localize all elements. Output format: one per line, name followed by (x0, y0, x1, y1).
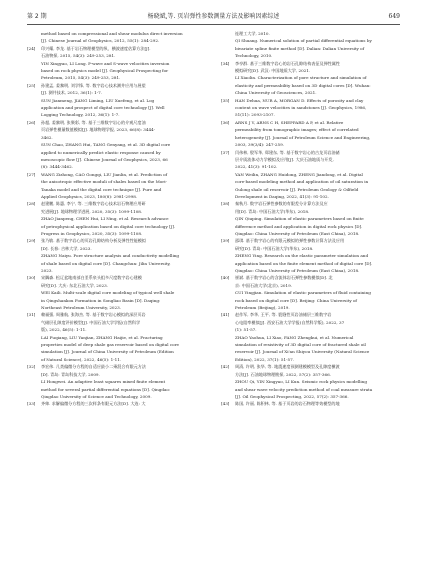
reference-line (221, 230, 401, 237)
reference-line (27, 126, 207, 133)
reference-text: ZHOU Qi, YIN Xingyao, LI Kun. Seismic rock physics modelling (235, 379, 367, 385)
reference-text: (1): 51-57. (235, 327, 257, 333)
reference-text: and shear wave velocity prediction method of coal measure strata (235, 386, 373, 392)
reference-text: 闫伟林, 殷军华, 郑建东, 等. 基于数字岩心的古龙页岩油储 (235, 149, 340, 155)
reference-line (27, 119, 207, 126)
reference-number: [33] (27, 401, 36, 407)
reference-line (221, 311, 401, 318)
reference-line (221, 237, 401, 244)
reference-text: ZHENG Ying. Research on the elastic parameter simulation and (235, 253, 369, 259)
reference-line (221, 97, 401, 104)
reference-line (221, 171, 401, 178)
reference-text: application and prospect of digital core technology [J]. Well (41, 105, 165, 111)
reference-line (221, 252, 401, 259)
reference-text: bivariate spline finite method [D]. Dalian: Dalian University of (235, 45, 365, 51)
reference-line (27, 378, 207, 385)
reference-number: [31] (27, 312, 36, 318)
reference-line (27, 274, 207, 281)
reference-text: 版), 2022, 46(5): 1-11. (41, 327, 87, 333)
reference-text: method for several partial differential equations [D]. Qingdao: (41, 386, 171, 392)
reference-number: [24] (27, 45, 36, 51)
reference-line (221, 208, 401, 215)
reference-line (27, 319, 207, 326)
reference-text: content on wave velocities in sandstones [J]. Geophysics, 1986, (235, 105, 367, 111)
reference-line (27, 52, 207, 59)
reference-line (221, 297, 401, 304)
reference-number: [39] (221, 238, 230, 244)
reference-text: Applied Geophysics, 2023, 180(8): 2981-2998. (41, 193, 138, 199)
reference-line (221, 178, 401, 185)
reference-text: 方法[J]. 石油地球物理勘探, 2022, 57(2): 357-366. (235, 371, 331, 377)
reference-text: Northeast Petroleum University, 2023. (41, 305, 122, 311)
reference-line (27, 245, 207, 252)
reference-text: Qingdao: China University of Petroleum (East China), 2018. (235, 268, 360, 273)
reference-line (27, 163, 207, 170)
reference-line (27, 267, 207, 274)
reference-line (221, 393, 401, 400)
reference-line (221, 274, 401, 281)
reference-number: [36] (221, 119, 230, 125)
reference-text: LAI Fuqiang, LIU Yanjian, ZHANG Haijie, et al. Fracturing (41, 334, 163, 340)
reference-text: 齐帅. 求解偏微分方程的三次样条有限元方法[D]. 大连: 大 (41, 401, 146, 407)
reference-text: 赵作军, 李华, 王平, 等. 裂缝性页岩油储层三维数字岩 (235, 312, 332, 318)
reference-line (27, 82, 207, 89)
reference-line (221, 289, 401, 296)
reference-number: [42] (221, 364, 230, 370)
reference-number: [26] (27, 119, 36, 125)
reference-line (221, 319, 401, 326)
reference-text: LI Xiaolin. Characterization of pore structure and simulation of (235, 75, 367, 81)
reference-line (27, 400, 207, 407)
reference-line (221, 260, 401, 267)
reference-line (27, 237, 207, 244)
reference-text: ZHAO Jianpeng, CHEN Hui, LI Ning, et al. Research advance (41, 216, 169, 222)
page-number: 649 (388, 13, 400, 20)
reference-line (27, 134, 207, 141)
reference-text: 页岩弹性模量数值模拟[J]. 地球物理学报, 2023, 66(8): 3444- (41, 127, 156, 133)
reference-line (221, 89, 401, 96)
reference-text: WANG Zizhong, CAO Gongqi, LIU Jianlin, et al. Prediction of (41, 171, 168, 177)
reference-text: 陈国, 许丽, 陈积林, 等. 基于页岩的岩石物理等效模型的地 (235, 401, 340, 407)
reference-text: application based on the finite element method of digital core [D]. (235, 260, 373, 266)
reference-text: 赖福强, 周雅航, 张海杰, 等. 基于数字岩心模拟的深层页岩 (41, 312, 146, 318)
reference-text: 崔斌. 基于数字岩心的含流体岩石弹性参数模拟[D]. 北 (235, 275, 333, 281)
reference-line (27, 371, 207, 378)
reference-line (27, 37, 207, 44)
reference-line (27, 215, 207, 222)
reference-text: 孙建孟, 姜黎明, 刘学锋, 等. 数字岩心技术测井应用与展望 (41, 82, 146, 88)
reference-line (221, 282, 401, 289)
reference-text: 模拟研究[D]. 武汉: 中国地质大学, 2021. (235, 68, 311, 74)
reference-line (221, 200, 401, 207)
reference-text: QI Shuang. Numerical solution of partial differential equations by (235, 38, 372, 44)
reference-line (27, 356, 207, 363)
reference-text: Gulong shale oil reservoir [J]. Petroleum Geology & Oilfield (235, 186, 359, 192)
running-title: 杨晓斌,等. 页岩弹性参数测量方法及影响因素综述 (147, 13, 280, 20)
reference-line (27, 208, 207, 215)
reference-text: 研究[D]. 大庆: 东北石油大学, 2023. (41, 282, 109, 288)
reference-column-right (221, 30, 401, 408)
reference-line (221, 74, 401, 81)
reference-text: mesoscopic flow [J]. Chinese Journal of Geophysics, 2023, 66 (41, 156, 168, 162)
reference-text: 秦秋月. 数字岩石弹性参数的有限差分计算方法及应 (235, 201, 328, 207)
reference-line (27, 60, 207, 67)
reference-line (27, 149, 207, 156)
reference-text: [J]. Chinese Journal of Geophysics, 2012, 55(1): 284-292. (41, 38, 160, 44)
reference-line (27, 230, 207, 237)
reference-line (221, 67, 401, 74)
reference-text: 孙超, 姜黎明, 张聚彩, 等. 基于三维数字岩心的介观尺度油 (41, 119, 146, 125)
reference-text: simulation of resistivity of 3D digital core of fractured shale oil (235, 342, 366, 348)
reference-text: YAN Weilin, ZHANG Huidong, ZHENG Jiandong, et al. Digital (235, 171, 363, 177)
reference-text: Qingdao University of Science and Technology, 2009. (41, 393, 152, 399)
issue-number: 第 2 期 (27, 13, 47, 20)
reference-text: 李亭群. 基于三维数字岩心的岩石孔隙结构表征及弹性属性 (235, 60, 340, 66)
reference-text: Progress in Geophysics, 2020, 35(3): 1099-1108. (41, 230, 143, 236)
reference-text: Petroleum, 2015, 54(3): 249-253, 281. (41, 75, 121, 81)
reference-text: ZHANG Naiyu. Pore structure analysis and conductivity modelling (41, 253, 180, 259)
reference-text: 2022, 41(3): 91-102. (235, 164, 278, 170)
reference-text: Technology, 2010. (235, 53, 273, 59)
reference-text: properties model of deep shale gas reservoir based on digital core (41, 342, 179, 348)
reference-text: in Qingshankou Formation in Songliao Basin [D]. Daqing: (41, 297, 161, 303)
reference-text: Petroleum (Beijing), 2019. (235, 305, 290, 311)
reference-line (221, 356, 401, 363)
reference-text: 3462. (41, 134, 53, 140)
reference-line (27, 178, 207, 185)
reference-line (221, 304, 401, 311)
reference-line (221, 134, 401, 141)
reference-line (27, 186, 207, 193)
reference-line (27, 348, 207, 355)
reference-line (221, 60, 401, 67)
reference-line (221, 223, 401, 230)
reference-line (221, 267, 401, 274)
reference-text: 赵建鹏, 陈惠, 李宁, 等. 三维数字岩心技术岩石物理应用研 (41, 201, 146, 207)
reference-line (221, 363, 401, 370)
reference-text: 研究[D]. 青岛: 中国石油大学(华东), 2018. (235, 245, 314, 251)
reference-line (221, 52, 401, 59)
reference-line (27, 74, 207, 81)
reference-line (221, 45, 401, 52)
reference-line (221, 163, 401, 170)
reference-column-left (27, 30, 207, 408)
reference-text: 层介质流体动力学模拟及应用[J]. 大庆石油地质与开发, (235, 156, 334, 162)
reference-line (221, 245, 401, 252)
reference-text: ARNS J Y, ARNS C H, SHEPPARD A P, et al. Relative (235, 119, 344, 125)
reference-text: 51(11): 2093-2107. (235, 112, 275, 118)
reference-line (27, 111, 207, 118)
reference-text: HAN Dehua, NUR A, MORGAN D. Effects of porosity and clay (235, 97, 364, 103)
reference-line (221, 82, 401, 89)
reference-text: [D]. 青岛: 青岛科技大学, 2009. (41, 371, 100, 377)
reference-line (221, 400, 401, 407)
reference-text: reservoir [J]. Journal of Xi'an Shiyou University (Natural Science (235, 349, 370, 355)
reference-text: Logging Technology, 2012, 36(1): 1-7. (41, 112, 120, 118)
reference-text: SUN Jianmeng, JIANG Liming, LIU Xuefeng, et al. Log (41, 97, 155, 103)
reference-text: WEI Kaili. Multi-scale digital core modeling of typical well shale (41, 290, 175, 296)
reference-text: 气储层孔隙度评价模型[J]. 中国石油大学学报(自然科学 (41, 319, 141, 325)
reference-text: the anisotropic effective moduli of shales based on the Mori- (41, 179, 167, 185)
reference-line (221, 141, 401, 148)
reference-text: YIN Xingyao, LI Long. P-wave and S-wave velocities inversion (41, 60, 170, 66)
reference-line (221, 334, 401, 341)
reference-line (221, 149, 401, 156)
reference-text: based on rock physics model [J]. Geophysical Prospecting for (41, 68, 169, 74)
reference-text: Qingdao: China University of Petroleum (East China), 2018. (235, 230, 360, 236)
reference-text: elasticity and permeability based on 3D digital cores [D]. Wuhan: (235, 82, 371, 88)
reference-line (27, 260, 207, 267)
reference-text: 2023. (41, 268, 53, 273)
reference-text: 周清, 许明, 张华, 等. 地震速度预测建模模型及孔隙度横波 (235, 364, 340, 370)
reference-number: [43] (221, 401, 230, 407)
reference-line (27, 341, 207, 348)
reference-number: [25] (27, 82, 36, 88)
reference-line (27, 326, 207, 333)
reference-number: [35] (221, 97, 230, 103)
reference-text: core-based modeling method and application of oil saturation in (235, 179, 369, 185)
reference-line (27, 393, 207, 400)
reference-line (221, 104, 401, 111)
reference-line (27, 193, 207, 200)
reference-line (221, 326, 401, 333)
reference-text: permeability from tomographic images; effect of correlated (235, 127, 359, 133)
reference-text: difference method and application in digital rock physics [D]. (235, 223, 363, 229)
reference-text: of shale based on digital core [D]. Changchun: Jilin University, (41, 260, 171, 266)
reference-text: 心电阻率模拟[J]. 西安石油大学学报(自然科学版), 2022, 37 (235, 319, 345, 325)
reference-number: [29] (27, 238, 36, 244)
reference-line (27, 200, 207, 207)
reference-text: simulation [J]. Journal of China University of Petroleum (Edition (41, 349, 174, 355)
reference-text: method based on compressional and shear modulus direct inversion (41, 31, 183, 36)
reference-line (27, 30, 207, 37)
reference-line (221, 30, 401, 37)
reference-text: applied to numerically predict elastic response caused by (41, 149, 161, 155)
reference-line (221, 371, 401, 378)
reference-text: 宋隅森. 松辽盆地南部白垩系泉头组多尺度数字岩心建模 (41, 275, 142, 281)
reference-text: Edition), 2022, 37(1): 51-57. (235, 356, 294, 362)
reference-line (27, 156, 207, 163)
reference-number: [34] (221, 60, 230, 66)
reference-line (27, 304, 207, 311)
reference-number: [27] (27, 171, 36, 177)
reference-number: [32] (27, 364, 36, 370)
reference-text: 石油物探, 2015, 54(3): 249-253, 281. (41, 53, 116, 59)
reference-line (27, 297, 207, 304)
reference-text: China University of Geosciences, 2021. (235, 90, 317, 96)
page-header (27, 12, 400, 25)
reference-number: [37] (221, 149, 230, 155)
reference-text: ZHAO Yaohua, LI Xiao, FANG Zhengkui, et al. Numerical (235, 334, 354, 340)
reference-line (221, 126, 401, 133)
reference-line (221, 111, 401, 118)
reference-line (221, 215, 401, 222)
reference-line (27, 141, 207, 148)
reference-text: rock based on digital core [D]. Beijing: China University of (235, 297, 357, 303)
reference-number: [38] (221, 201, 230, 207)
reference-text: heterogeneity [J]. Journal of Petroleum Science and Engineering, (235, 134, 371, 140)
reference-line (221, 119, 401, 126)
reference-line (27, 104, 207, 111)
reference-text: of Natural Science), 2022, 46(5): 1-11. (41, 356, 122, 362)
reference-line (27, 89, 207, 96)
reference-line (27, 363, 207, 370)
reference-number: [40] (221, 275, 230, 281)
reference-text: Tanaka model and the digital core technique [J]. Pure and (41, 186, 162, 192)
reference-line (221, 156, 401, 163)
reference-line (27, 97, 207, 104)
reference-line (27, 45, 207, 52)
reference-text: QIN Qiuping. Simulation of elastic parameters based on finite (235, 216, 364, 222)
reference-text: 连理工大学, 2010. (235, 31, 270, 36)
reference-text: Development in Daqing, 2022, 41(3): 91-102. (235, 193, 329, 199)
reference-line (27, 334, 207, 341)
reference-line (27, 223, 207, 230)
reference-line (221, 193, 401, 200)
reference-line (27, 311, 207, 318)
reference-text: (8): 3444-3462. (41, 164, 74, 170)
reference-text: 张乃敏. 基于数字岩心的页岩孔隙结构分析及弹性性能模拟 (41, 238, 146, 244)
reference-text: 究进展[J]. 地球物理学进展, 2020, 35(3): 1099-1108. (41, 208, 143, 214)
reference-text: [D]. 长春: 吉林大学, 2023. (41, 245, 92, 251)
reference-line (221, 378, 401, 385)
reference-text: LI Hongwei. An adaptive least squares mixed finite element (41, 379, 166, 385)
reference-text: [J]. 测井技术, 2012, 36(1): 1-7. (41, 90, 103, 96)
reference-number: [28] (27, 201, 36, 207)
reference-text: 用[D]. 青岛: 中国石油大学(华东), 2018. (235, 208, 310, 214)
reference-text: SUN Chao, ZHANG Hui, TANG Genyang, et al. 3D digital core (41, 142, 171, 148)
reference-line (27, 252, 207, 259)
reference-text: 印兴耀, 李龙. 基于岩石物理模型的纵、横波速度估算方法[J]. (41, 45, 151, 51)
reference-line (221, 186, 401, 193)
reference-line (221, 386, 401, 393)
reference-line (27, 67, 207, 74)
reference-text: 邵琪. 基于数字岩心的有限元模拟的弹性参数计算方法及应用 (235, 238, 345, 244)
reference-line (27, 289, 207, 296)
reference-line (221, 341, 401, 348)
reference-line (27, 282, 207, 289)
reference-line (221, 37, 401, 44)
reference-line (27, 171, 207, 178)
reference-text: [J]. Oil Geophysical Prospecting, 2022, 57(2): 357-366. (235, 393, 349, 399)
reference-number: [30] (27, 275, 36, 281)
reference-text: 京: 中国石油大学(北京), 2019. (235, 282, 293, 288)
reference-line (221, 348, 401, 355)
reference-line (27, 386, 207, 393)
reference-text: of petrophysical application based on digital core technology [J]. (41, 223, 176, 229)
reference-text: 李宏伟. 几类偏微分方程的自适应最小二乘混合有限元方法 (41, 364, 146, 370)
reference-text: CUI Yingjian. Simulation of elastic parameters of fluid containing (235, 290, 371, 296)
reference-text: 2003, 39(3/4): 247-259. (235, 142, 285, 148)
reference-number: [41] (221, 312, 230, 318)
